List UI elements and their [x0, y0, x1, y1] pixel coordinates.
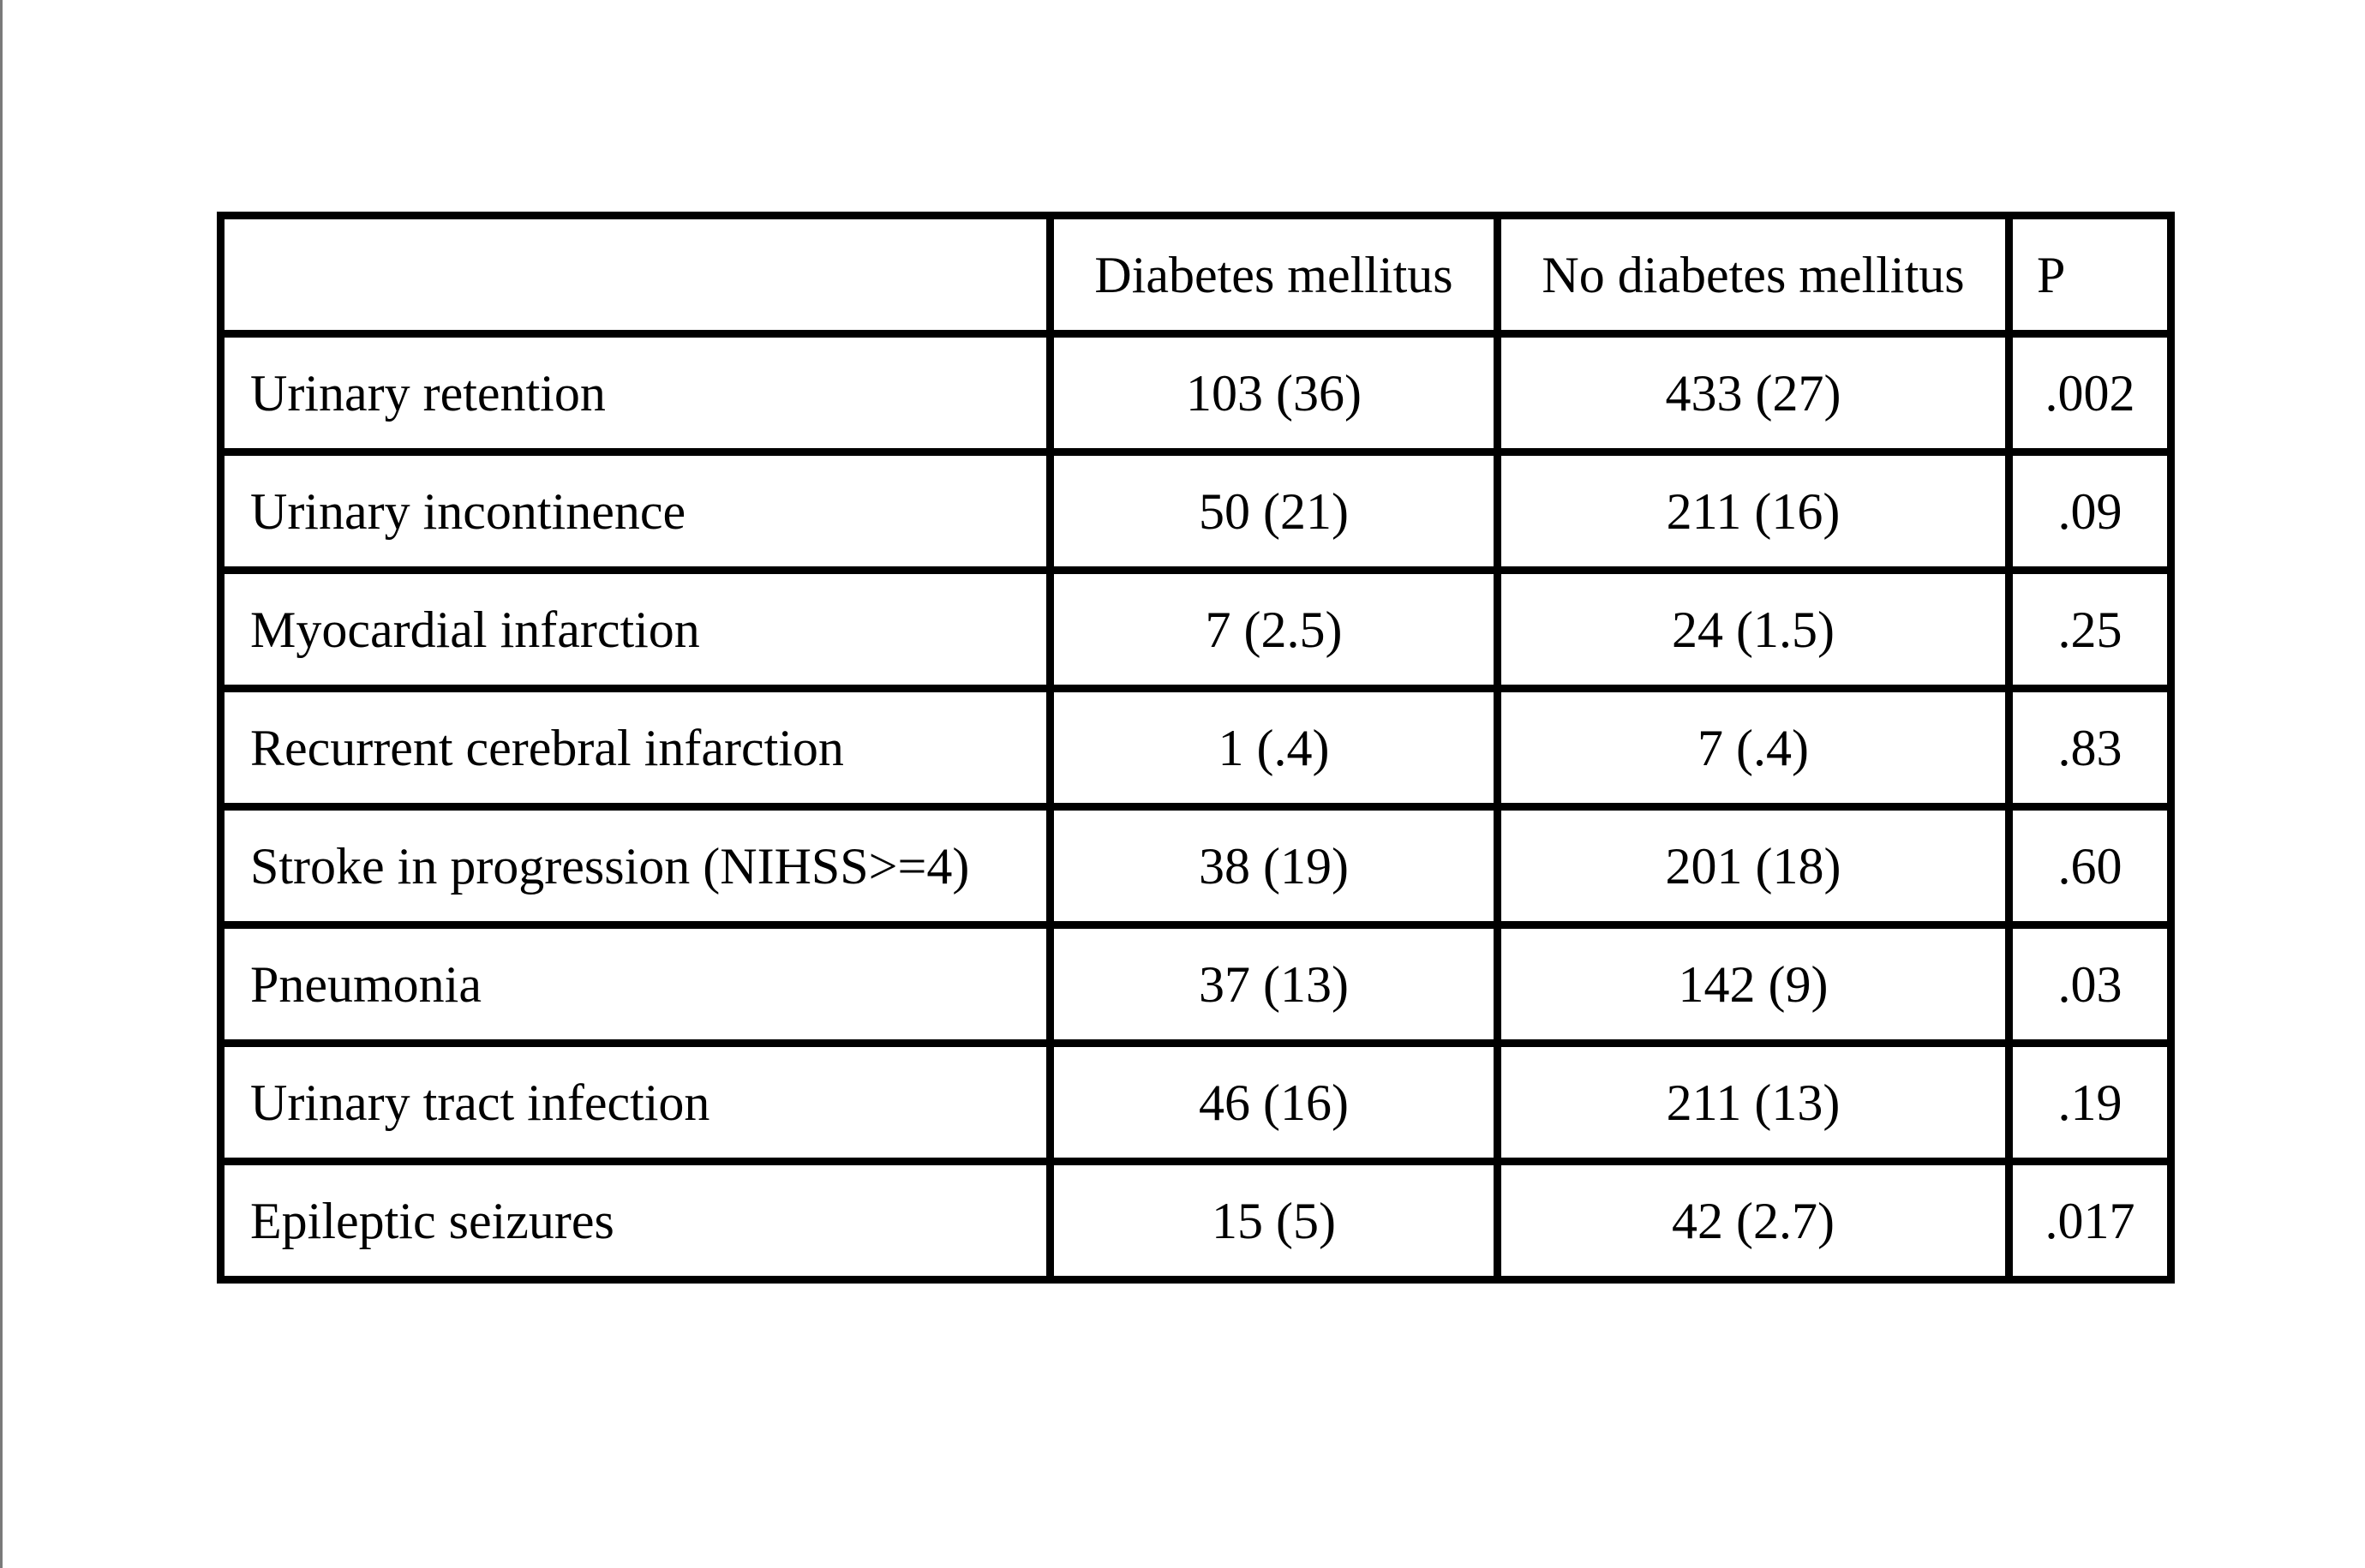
- table-row: [221, 689, 2171, 807]
- table-header-row: [221, 216, 2171, 334]
- no-diabetes-value: 142 (9): [1498, 925, 2009, 1044]
- p-value: .19: [2009, 1044, 2171, 1162]
- diabetes-value: 15 (5): [1051, 1162, 1498, 1280]
- no-diabetes-value: 433 (27): [1498, 334, 2009, 452]
- no-diabetes-value: 211 (16): [1498, 452, 2009, 571]
- header-p-value: P: [2009, 216, 2171, 334]
- complications-table: [217, 212, 2175, 1284]
- row-label: Epileptic seizures: [221, 1162, 1051, 1280]
- table-row: [221, 1162, 2171, 1280]
- diabetes-value: 37 (13): [1051, 925, 1498, 1044]
- row-label: Myocardial infarction: [221, 571, 1051, 689]
- row-label: Urinary tract infection: [221, 1044, 1051, 1162]
- row-label: Pneumonia: [221, 925, 1051, 1044]
- no-diabetes-value: 24 (1.5): [1498, 571, 2009, 689]
- table-row: [221, 807, 2171, 925]
- p-value: .09: [2009, 452, 2171, 571]
- table-row: [221, 452, 2171, 571]
- header-empty-cell: [221, 216, 1051, 334]
- no-diabetes-value: 201 (18): [1498, 807, 2009, 925]
- row-label: Urinary incontinence: [221, 452, 1051, 571]
- diabetes-value: 46 (16): [1051, 1044, 1498, 1162]
- diabetes-value: 38 (19): [1051, 807, 1498, 925]
- p-value: .002: [2009, 334, 2171, 452]
- p-value: .03: [2009, 925, 2171, 1044]
- p-value: .017: [2009, 1162, 2171, 1280]
- table-row: [221, 334, 2171, 452]
- p-value: .60: [2009, 807, 2171, 925]
- diabetes-value: 7 (2.5): [1051, 571, 1498, 689]
- page-left-edge: [0, 0, 3, 1568]
- table-row: [221, 925, 2171, 1044]
- header-diabetes-mellitus: Diabetes mellitus: [1051, 216, 1498, 334]
- no-diabetes-value: 42 (2.7): [1498, 1162, 2009, 1280]
- diabetes-value: 50 (21): [1051, 452, 1498, 571]
- header-no-diabetes-mellitus: No diabetes mellitus: [1498, 216, 2009, 334]
- diabetes-value: 103 (36): [1051, 334, 1498, 452]
- no-diabetes-value: 7 (.4): [1498, 689, 2009, 807]
- p-value: .25: [2009, 571, 2171, 689]
- table-container: [217, 212, 2175, 1284]
- row-label: Recurrent cerebral infarction: [221, 689, 1051, 807]
- row-label: Stroke in progression (NIHSS>=4): [221, 807, 1051, 925]
- table-row: [221, 1044, 2171, 1162]
- p-value: .83: [2009, 689, 2171, 807]
- no-diabetes-value: 211 (13): [1498, 1044, 2009, 1162]
- diabetes-value: 1 (.4): [1051, 689, 1498, 807]
- table-row: [221, 571, 2171, 689]
- row-label: Urinary retention: [221, 334, 1051, 452]
